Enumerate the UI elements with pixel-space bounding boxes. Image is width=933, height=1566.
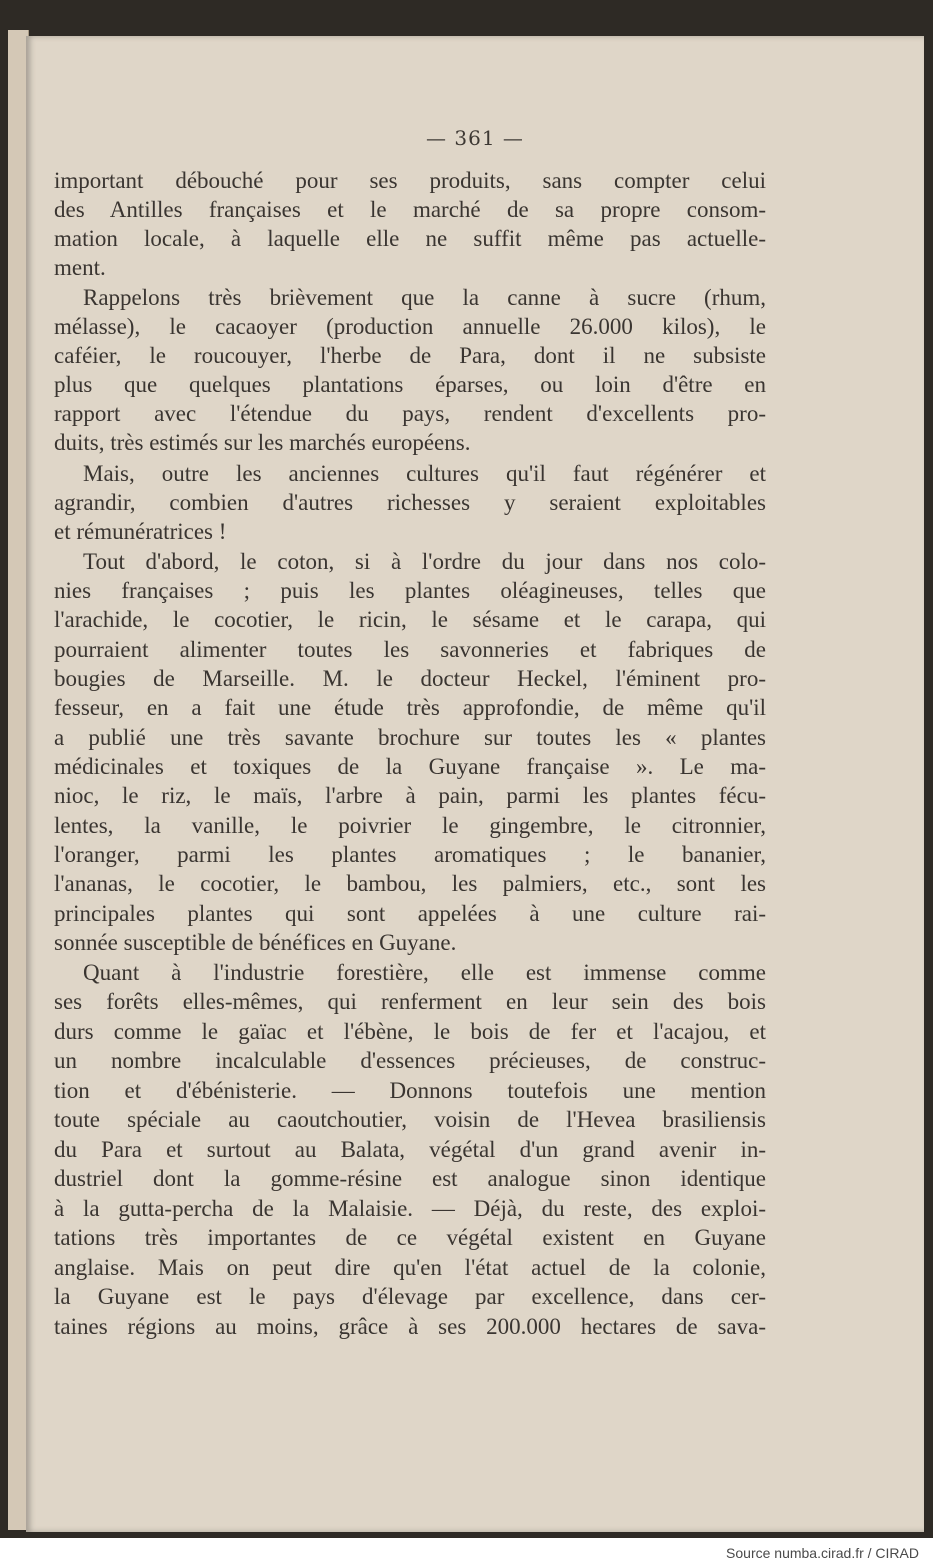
text-line: plus que quelques plantations éparses, ou loin d'être en [54, 372, 766, 397]
source-credit: Source numba.cirad.fr / CIRAD [726, 1545, 919, 1561]
text-line: médicinales et toxiques de la Guyane française ». Le ma- [54, 754, 766, 779]
text-line: pourraient alimenter toutes les savonneries et fabriques de [54, 637, 766, 662]
text-line: Rappelons très brièvement que la canne à sucre (rhum, [83, 285, 766, 310]
text-line: durs comme le gaïac et l'ébène, le bois de fer et l'acajou, et [54, 1019, 766, 1044]
text-line: tion et d'ébénisterie. — Donnons toutefois une mention [54, 1078, 766, 1103]
text-line: agrandir, combien d'autres richesses y seraient exploitables [54, 490, 766, 515]
text-line: anglaise. Mais on peut dire qu'en l'état actuel de la colonie, [54, 1255, 766, 1280]
book-page [26, 36, 924, 1532]
text-line: l'ananas, le cocotier, le bambou, les palmiers, etc., sont les [54, 871, 766, 896]
text-line: la Guyane est le pays d'élevage par excellence, dans cer- [54, 1284, 766, 1309]
text-line: Tout d'abord, le coton, si à l'ordre du jour dans nos colo- [83, 549, 766, 574]
text-line: toute spéciale au caoutchoutier, voisin de l'Hevea brasiliensis [54, 1107, 766, 1132]
text-line: mélasse), le cacaoyer (production annuelle 26.000 kilos), le [54, 314, 766, 339]
text-line: ses forêts elles-mêmes, qui renferment en leur sein des bois [54, 989, 766, 1014]
text-line: un nombre incalculable d'essences précieuses, de construc- [54, 1048, 766, 1073]
text-line: dustriel dont la gomme-résine est analogue sinon identique [54, 1166, 766, 1191]
text-line: important débouché pour ses produits, sans compter celui [54, 168, 766, 193]
text-line: a publié une très savante brochure sur toutes les « plantes [54, 725, 766, 750]
page-number: — 361 — [426, 126, 524, 150]
text-line: lentes, la vanille, le poivrier le gingembre, le citronnier, [54, 813, 766, 838]
text-line: l'oranger, parmi les plantes aromatiques ; le bananier, [54, 842, 766, 867]
text-line: Mais, outre les anciennes cultures qu'il faut régénérer et [83, 461, 766, 486]
text-line: bougies de Marseille. M. le docteur Heckel, l'éminent pro- [54, 666, 766, 691]
text-line: à la gutta-percha de la Malaisie. — Déjà, du reste, des exploi- [54, 1196, 766, 1221]
text-line: fesseur, en a fait une étude très approfondie, de même qu'il [54, 695, 766, 720]
text-line: rapport avec l'étendue du pays, rendent d'excellents pro- [54, 401, 766, 426]
text-line: duits, très estimés sur les marchés européens. [54, 430, 471, 455]
text-line: nioc, le riz, le maïs, l'arbre à pain, parmi les plantes fécu- [54, 783, 766, 808]
text-line: nies françaises ; puis les plantes oléagineuses, telles que [54, 578, 766, 603]
text-line: principales plantes qui sont appelées à une culture rai- [54, 901, 766, 926]
text-line: mation locale, à laquelle elle ne suffit même pas actuelle- [54, 226, 766, 251]
text-line: l'arachide, le cocotier, le ricin, le sésame et le carapa, qui [54, 607, 766, 632]
text-line: et rémunératrices ! [54, 519, 227, 544]
text-line: sonnée susceptible de bénéfices en Guyane. [54, 930, 457, 955]
text-line: Quant à l'industrie forestière, elle est immense comme [83, 960, 766, 985]
text-line: caféier, le roucouyer, l'herbe de Para, dont il ne subsiste [54, 343, 766, 368]
text-line: taines régions au moins, grâce à ses 200.000 hectares de sava- [54, 1314, 766, 1339]
text-line: tations très importantes de ce végétal existent en Guyane [54, 1225, 766, 1250]
text-line: du Para et surtout au Balata, végétal d'un grand avenir in- [54, 1137, 766, 1162]
text-line: des Antilles françaises et le marché de sa propre consom- [54, 197, 766, 222]
text-line: ment. [54, 255, 106, 280]
